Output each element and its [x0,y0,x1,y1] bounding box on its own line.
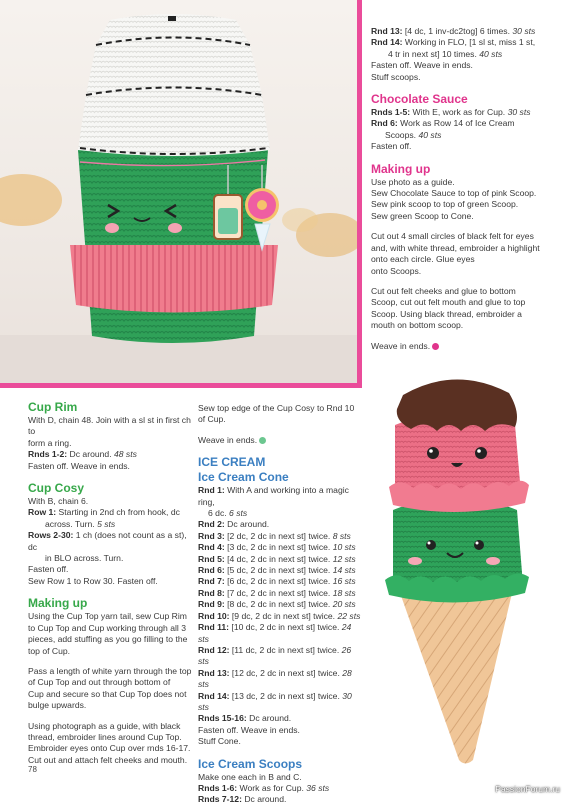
making-up-l-p1-2: to Cup Top and Cup working through all 3 [28,622,186,633]
making-up-r-p2-2: and, with white thread, embroider a highlight [371,242,540,253]
making-up-r-p3-4: mouth on bottom scoop. [371,320,464,331]
cup-rim-l4: Fasten off. Weave in ends. [28,460,130,471]
ice-cream-heading: ICE CREAM [198,455,266,470]
cone-rnd-13: Rnd 13: [12 dc, 2 dc in next st] twice. 28 sts [198,667,352,690]
making-up-l-p1-3: pieces, add stuffing as you go filling to the [28,634,188,645]
making-up-r-p1-1: Use photo as a guide. [371,176,455,187]
making-up-r-p2-4: onto Scoops. [371,265,422,276]
page-number: 78 [28,765,37,774]
cone-rnd-11: Rnd 11: [10 dc, 2 dc in next st] twice. 24 sts [198,622,352,644]
making-up-l-p2-3: Cup and secure so that Cup Top does not [28,688,187,699]
right-top-column [371,26,561,352]
scoops-rnds-1-6: Rnds 1-6: Work as for Cup. 36 sts [198,782,330,793]
cup-rim-l3: Rnds 1-2: Dc around. 48 sts [28,449,137,460]
watermark: PassionForum.ru [495,784,560,794]
cone-rnd-4: Rnd 4: [3 dc, 2 dc in next st] twice. 10 sts [198,542,356,553]
chocolate-rnd-6-cont: Scoops. 40 sts [385,129,442,140]
cone-rnd-9: Rnd 9: [8 dc, 2 dc in next st] twice. 20 sts [198,599,356,610]
rnd-13-line: Rnd 13: [4 dc, 1 inv-dc2tog] 6 times. 30 sts [371,26,536,36]
making-up-l-p2-1: Pass a length of white yarn through the top [28,665,192,676]
cone-rnd-5: Rnd 5: [4 dc, 2 dc in next st] twice. 12 sts [198,553,356,564]
making-up-l-p3-3: Embroider eyes onto Cup over rnds 16-17. [28,743,191,754]
rnd-14-line-cont: 4 tr in next st] 10 times. 40 sts [388,48,503,59]
cone-rnd-8: Rnd 8: [7 dc, 2 dc in next st] twice. 18 sts [198,587,356,598]
making-up-left-heading: Making up [28,596,88,611]
making-up-l-p3-1: Using photograph as a guide, with black [28,720,181,731]
making-up-l-p2-2: of Cup Top and out through bottom of [28,677,171,688]
chocolate-rnd-6: Rnd 6: Work as Row 14 of Ice Cream [371,118,515,129]
crochet-cup-illustration [0,0,357,383]
cup-cosy-row1-cont: across. Turn. 5 sts [45,518,116,529]
photo-accent-bar [357,0,362,385]
middle-l2: of Cup. [198,414,226,425]
cone-rnds-15-16: Rnds 15-16: Dc around. [198,713,292,724]
chocolate-sauce-heading: Chocolate Sauce [371,92,468,107]
making-up-l-p1-1: Using the Cup Top yarn tail, sew Cup Rim [28,611,187,622]
making-up-r-p3-1: Cut out felt cheeks and glue to bottom [371,285,516,296]
cone-rnd-3: Rnd 3: [2 dc, 2 dc in next st] twice. 8 sts [198,530,351,541]
making-up-l-p1-4: top of Cup. [28,645,71,656]
scoops-l1: Make one each in B and C. [198,771,302,782]
making-up-right-heading: Making up [371,161,431,176]
cone-rnd-7: Rnd 7: [6 dc, 2 dc in next st] twice. 16 sts [198,576,356,587]
scoops-rnds-7-12: Rnds 7-12: Dc around. [198,794,287,805]
green-dot-icon [259,437,266,444]
cone-rnd-14: Rnd 14: [13 dc, 2 dc in next st] twice. 30 sts [198,690,352,712]
making-up-r-p1-4: Sew green Scoop to Cone. [371,210,474,221]
photo-accent-bar-bottom [0,383,362,388]
making-up-r-p4: Weave in ends. [371,341,561,352]
making-up-r-p1-3: Sew pink scoop to top of green Scoop. [371,199,519,210]
cone-fasten-off: Fasten off. Weave in ends. [198,724,300,735]
cone-rnd-12: Rnd 12: [11 dc, 2 dc in next st] twice. 26 sts [198,644,352,667]
cone-rnd-1-cont: 6 dc. 6 sts [208,508,248,519]
making-up-r-p2-1: Cut out 4 small circles of black felt for eyes [371,231,534,242]
ice-cream-scoops-heading: Ice Cream Scoops [198,756,303,771]
cup-cosy-rows2-30-cont: in BLO across. Turn. [45,553,124,564]
making-up-r-p1-2: Sew Chocolate Sauce to top of pink Scoop. [371,188,537,199]
making-up-r-p3-2: Scoop, cut out felt mouth and glue to top [371,297,526,308]
rnd-14-line: Rnd 14: Working in FLO, [1 sl st, miss 1 st, [371,37,536,48]
cup-cosy-rows2-30: Rows 2-30: 1 ch (does not count as a st), dc [28,530,187,552]
middle-l3: Weave in ends. [198,435,364,446]
cup-cosy-fasten: Fasten off. [28,564,69,575]
cup-photo [0,0,357,383]
cone-rnd-6: Rnd 6: [5 dc, 2 dc in next st] twice. 14 sts [198,565,356,576]
making-up-l-p3-2: thread, embroider lines around Cup Top. [28,731,182,742]
left-column [28,400,198,766]
making-up-r-p2-3: onto each circle. Glue eyes [371,254,475,265]
cone-rnd-2: Rnd 2: Dc around. [198,519,270,530]
middle-l1: Sew top edge of the Cup Cosy to Rnd 10 [198,403,355,413]
fasten-off-line: Fasten off. Weave in ends. [371,60,473,71]
cone-stuff: Stuff Cone. [198,736,241,747]
making-up-l-p2-4: bulge upwards. [28,700,87,711]
chocolate-fasten-off: Fasten off. [371,141,412,152]
making-up-r-p3-3: Scoop. Using black thread, embroider a [371,308,522,319]
cup-rim-heading: Cup Rim [28,400,78,414]
making-up-l-p3-4: Cut out and attach felt cheeks and mouth. [28,754,188,765]
cup-cosy-row1: Row 1: Starting in 2nd ch from hook, dc [28,507,180,518]
cup-cosy-sew: Sew Row 1 to Row 30. Fasten off. [28,575,158,586]
cup-cosy-heading: Cup Cosy [28,481,85,496]
pink-dot-icon [432,343,439,350]
cup-rim-l1: With D, chain 48. Join with a sl st in first ch to [28,415,191,437]
stuff-scoops-line: Stuff scoops. [371,71,421,82]
middle-column [198,403,364,806]
cup-rim-l2: form a ring. [28,437,72,448]
cup-cosy-l1: With B, chain 6. [28,496,89,507]
cone-rnd-1: Rnd 1: With A and working into a magic ring, [198,485,349,507]
chocolate-rnds-1-5: Rnds 1-5: With E, work as for Cup. 30 sts [371,107,531,118]
cone-rnd-10: Rnd 10: [9 dc, 2 dc in next st] twice. 22 sts [198,610,361,621]
ice-cream-photo [365,365,555,770]
ice-cream-cone-heading: Ice Cream Cone [198,470,289,485]
